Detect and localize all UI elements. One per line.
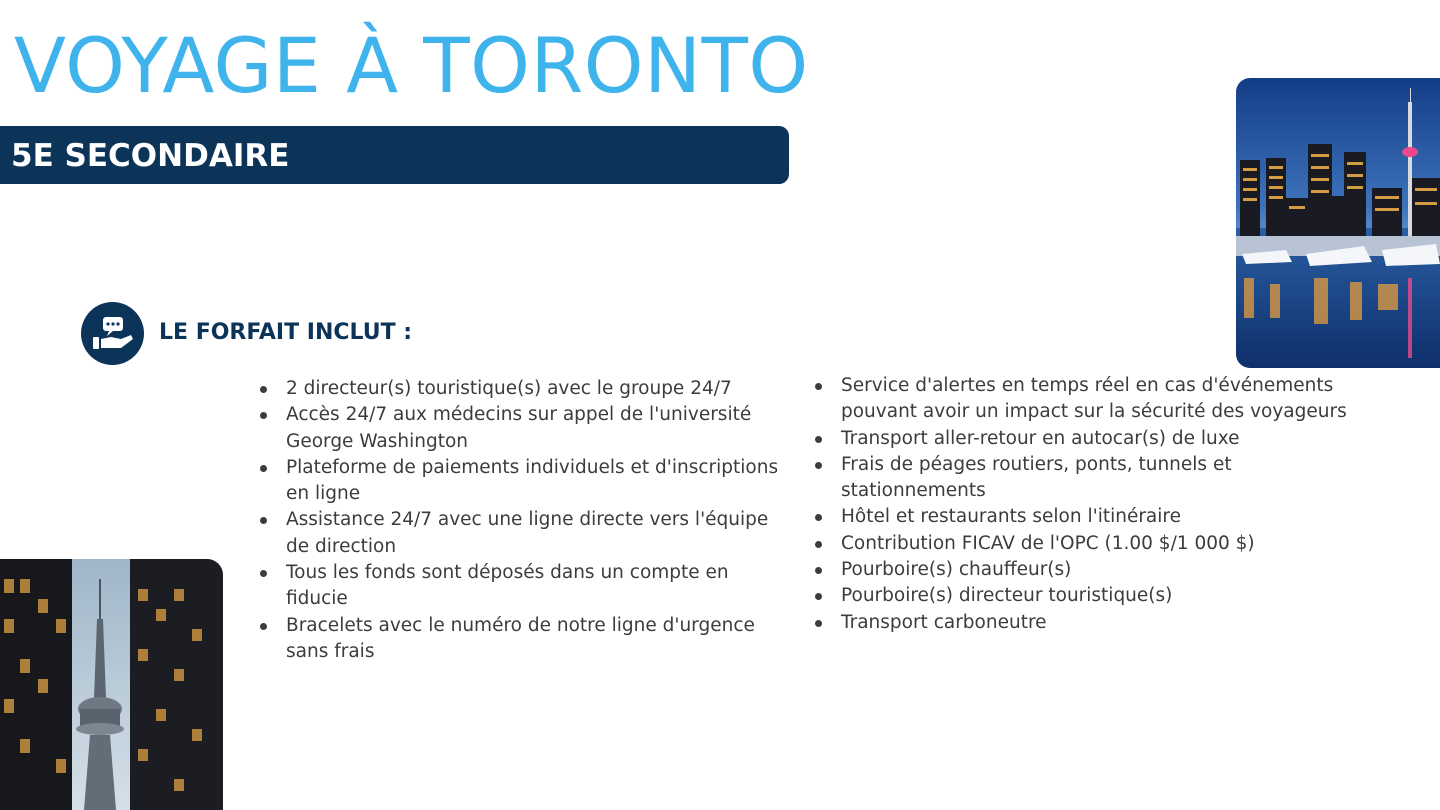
- list-item: Pourboire(s) directeur touristique(s): [811, 583, 1371, 609]
- list-item: Tous les fonds sont déposés dans un compte en fiducie: [256, 560, 796, 613]
- list-item: Plateforme de paiements individuels et d'inscriptions en ligne: [256, 455, 796, 508]
- included-list-right: [811, 373, 1371, 636]
- list-item: Accès 24/7 aux médecins sur appel de l'université George Washington: [256, 402, 796, 455]
- cn-tower-photo: [0, 559, 223, 810]
- list-item: Pourboire(s) chauffeur(s): [811, 557, 1371, 583]
- list-item: Assistance 24/7 avec une ligne directe vers l'équipe de direction: [256, 507, 796, 560]
- list-item: Contribution FICAV de l'OPC (1.00 $/1 000 $): [811, 531, 1371, 557]
- grade-banner: [0, 126, 789, 184]
- list-item: 2 directeur(s) touristique(s) avec le groupe 24/7: [256, 376, 796, 402]
- list-item: Bracelets avec le numéro de notre ligne d'urgence sans frais: [256, 613, 796, 666]
- list-item: Transport carboneutre: [811, 610, 1371, 636]
- hand-chat-icon: [81, 302, 144, 365]
- grade-label: 5E SECONDAIRE: [11, 138, 290, 174]
- included-list-left: [256, 376, 796, 665]
- list-item: Service d'alertes en temps réel en cas d'événements pouvant avoir un impact sur la sécurité des voyageurs: [811, 373, 1371, 426]
- page-title: VOYAGE À TORONTO: [14, 21, 809, 110]
- section-heading: LE FORFAIT INCLUT :: [159, 320, 413, 345]
- list-item: Frais de péages routiers, ponts, tunnels et stationnements: [811, 452, 1371, 505]
- toronto-harbour-photo: [1236, 78, 1440, 368]
- list-item: Hôtel et restaurants selon l'itinéraire: [811, 504, 1371, 530]
- list-item: Transport aller-retour en autocar(s) de luxe: [811, 426, 1371, 452]
